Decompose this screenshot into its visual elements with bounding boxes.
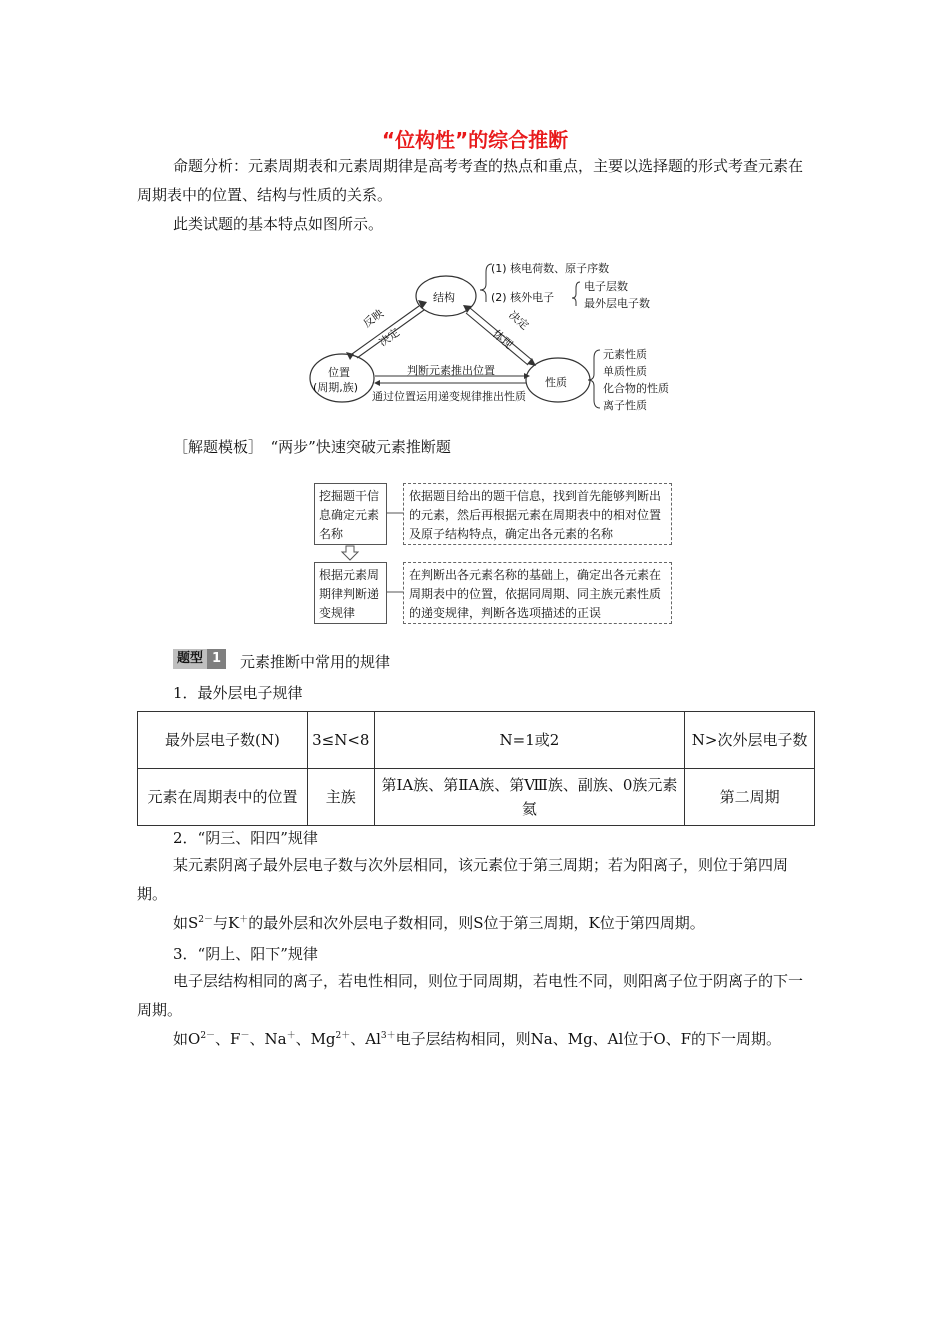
property-item: 单质性质 <box>603 365 647 378</box>
valence-electron-count: 最外层电子数 <box>584 297 650 310</box>
type-badge-number: 1 <box>207 649 226 669</box>
intro-figure-note: 此类试题的基本特点如图所示。 <box>173 215 384 233</box>
property-item: 离子性质 <box>603 399 647 412</box>
type-badge-label: 题型 <box>173 649 207 669</box>
arrow-top-label: 判断元素推出位置 <box>407 364 495 377</box>
property-item: 元素性质 <box>603 348 647 361</box>
flow-connectors <box>300 480 410 630</box>
left-edge-outer-label: 反映 <box>360 306 387 331</box>
step1-description: 依据题目给出的题干信息，找到首先能够判断出的元素，然后再根据元素在周期表中的相对位置及原子结构特点，确定出各元素的名称 <box>403 483 672 545</box>
rule2-example: 如$S^{2-}$与K＋的最外层和次外层电子数相同，则S位于第三周期，K位于第四周期。 <box>173 914 705 932</box>
table-cell: 主族 <box>307 769 374 826</box>
property-node-label: 性质 <box>545 376 567 389</box>
table-cell: 元素在周期表中的位置 <box>138 769 308 826</box>
rule2-heading: 2．“阴三、阳四”规律 <box>173 829 318 847</box>
left-edge-inner-label: 决定 <box>376 325 403 350</box>
step2-box: 根据元素周期律判断递变规律 <box>314 562 387 624</box>
table-cell: N=1或2 <box>374 712 685 769</box>
rule1-heading: 1．最外层电子规律 <box>173 684 303 702</box>
table-cell: 第ⅠA族、第ⅡA族、第Ⅷ族、副族、0族元素氦 <box>374 769 685 826</box>
page-title: “位构性”的综合推断 <box>381 128 569 152</box>
right-edge-outer-label: 决定 <box>506 308 532 333</box>
outer-electron-rule-table <box>137 711 815 826</box>
right-edge-inner-label: 体现 <box>490 327 516 352</box>
rule3-heading: 3．“阴上、阳下”规律 <box>173 945 318 963</box>
table-row <box>138 769 815 826</box>
table-cell: 3≤N<8 <box>307 712 374 769</box>
type-badge <box>173 649 226 669</box>
structure-item-1: (1) 核电荷数、原子序数 <box>491 262 610 275</box>
intro-paragraph: 命题分析：元素周期表和元素周期律是高考考查的热点和重点，主要以选择题的形式考查元素在周期表中的位置、结构与性质的关系。 <box>137 157 804 204</box>
table-row <box>138 712 815 769</box>
type1-heading: 元素推断中常用的规律 <box>240 653 391 671</box>
down-arrow-icon <box>342 546 358 560</box>
rule3-paragraph: 电子层结构相同的离子，若电性相同，则位于同周期，若电性不同，则阳离子位于阴离子的下一周期。 <box>137 972 804 1019</box>
electron-shell-count: 电子层数 <box>584 280 628 293</box>
structure-node-label: 结构 <box>433 291 455 304</box>
rule2-paragraph: 某元素阴离子最外层电子数与次外层相同，该元素位于第三周期；若为阳离子，则位于第四周期。 <box>137 856 789 903</box>
position-node-label-2: (周期,族) <box>313 381 359 394</box>
structure-item-2: (2) 核外电子 <box>491 291 555 304</box>
position-node-label-1: 位置 <box>328 366 350 379</box>
table-cell: 第二周期 <box>685 769 815 826</box>
property-item: 化合物的性质 <box>603 382 669 395</box>
step2-description: 在判断出各元素名称的基础上，确定出各元素在周期表中的位置，依据同周期、同主族元素性质的递变规律，判断各选项描述的正误 <box>403 562 672 624</box>
rule3-example: 如$O^{2-}$、F－、Na＋、$Mg^{2+}$、$Al^{3+}$电子层结构相同，则Na、Mg、Al位于O、F的下一周期。 <box>173 1030 782 1048</box>
arrow-bottom-label: 通过位置运用递变规律推出性质 <box>372 390 526 403</box>
template-heading: ［解题模板］ “两步”快速突破元素推断题 <box>173 438 451 456</box>
table-cell: N>次外层电子数 <box>685 712 815 769</box>
step1-box: 挖掘题干信息确定元素名称 <box>314 483 387 545</box>
table-cell: 最外层电子数(N) <box>138 712 308 769</box>
